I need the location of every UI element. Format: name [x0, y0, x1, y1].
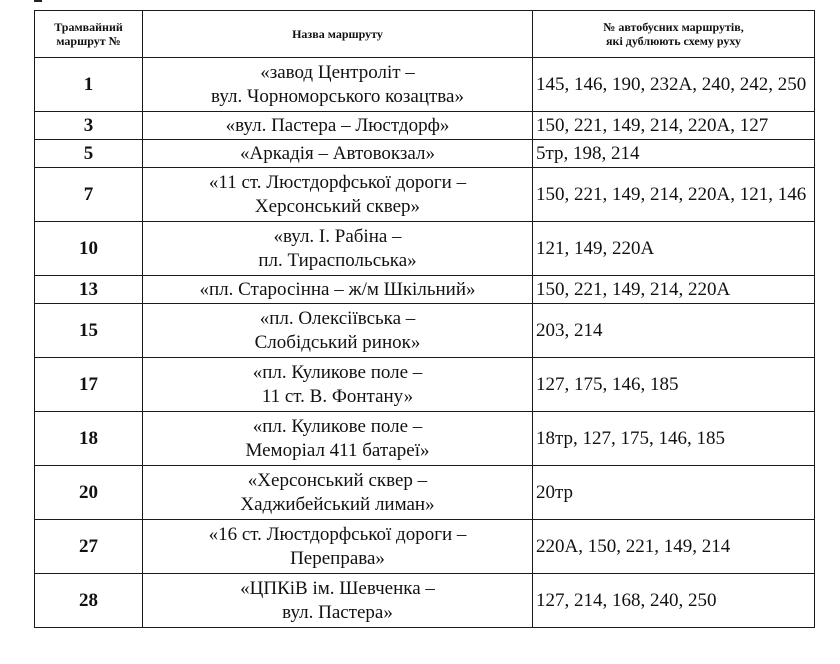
tram-route-number: 10 [35, 222, 143, 276]
header-tram-route-number: Трамвайний маршрут № [35, 11, 143, 58]
route-name-line2: Меморіал 411 батареї» [245, 439, 430, 461]
route-name-line1: «Херсонський сквер – [247, 469, 428, 491]
bus-routes: 150, 221, 149, 214, 220А [533, 276, 815, 304]
table-row [35, 58, 815, 112]
route-name [143, 222, 533, 276]
table-row [35, 520, 815, 574]
route-name-line2: Херсонський сквер» [254, 195, 421, 217]
route-name-line1: «пл. Старосінна – ж/м Шкільний» [199, 278, 476, 300]
tram-routes-table [34, 10, 815, 628]
table-row [35, 574, 815, 628]
bus-routes: 127, 214, 168, 240, 250 [533, 574, 815, 628]
route-name-line2: пл. Тираспольська» [258, 249, 417, 271]
route-name-line1: «Аркадія – Автовокзал» [240, 142, 435, 164]
table-row [35, 358, 815, 412]
bus-routes: 5тр, 198, 214 [533, 140, 815, 168]
table-row [35, 112, 815, 140]
bus-routes: 220А, 150, 221, 149, 214 [533, 520, 815, 574]
header-bus-routes-line1: № автобусних маршрутів, [603, 20, 744, 34]
route-name-line2: вул. Чорноморського козацтва» [211, 85, 464, 107]
table-row [35, 304, 815, 358]
tram-route-number: 1 [35, 58, 143, 112]
bus-routes: 150, 221, 149, 214, 220А, 121, 146 [533, 168, 815, 222]
route-name-line1: «16 ст. Люстдорфської дороги – [208, 523, 467, 545]
route-name-line1: «пл. Олексіївська – [259, 307, 416, 329]
tram-route-number: 15 [35, 304, 143, 358]
route-name [143, 574, 533, 628]
route-name-line1: «вул. Пастера – Люстдорф» [225, 114, 450, 136]
header-bus-routes-line2: які дублюють схему руху [606, 34, 741, 48]
tram-route-number: 27 [35, 520, 143, 574]
table-row [35, 140, 815, 168]
bus-routes: 127, 175, 146, 185 [533, 358, 815, 412]
header-bus-routes [533, 11, 815, 58]
bus-routes: 18тр, 127, 175, 146, 185 [533, 412, 815, 466]
bus-routes: 150, 221, 149, 214, 220А, 127 [533, 112, 815, 140]
route-name [143, 140, 533, 168]
route-name [143, 58, 533, 112]
header-route-name: Назва маршруту [143, 11, 533, 58]
route-name [143, 466, 533, 520]
table-header-row [35, 11, 815, 58]
route-name [143, 168, 533, 222]
tram-route-number: 20 [35, 466, 143, 520]
tram-route-number: 7 [35, 168, 143, 222]
table-row [35, 466, 815, 520]
route-name-line2: Хаджибейський лиман» [240, 493, 435, 515]
table-row [35, 168, 815, 222]
route-name-line1: «завод Центроліт – [260, 61, 415, 83]
bus-routes: 145, 146, 190, 232А, 240, 242, 250 [533, 58, 815, 112]
route-name-line1: «пл. Куликове поле – [252, 415, 423, 437]
route-name-line2: вул. Пастера» [282, 601, 393, 623]
bus-routes: 20тр [533, 466, 815, 520]
table-row [35, 222, 815, 276]
tram-route-number: 13 [35, 276, 143, 304]
route-name [143, 112, 533, 140]
bus-routes: 121, 149, 220А [533, 222, 815, 276]
route-name-line1: «вул. І. Рабіна – [273, 225, 402, 247]
route-name-line2: Переправа» [290, 547, 385, 569]
route-name [143, 412, 533, 466]
route-name [143, 276, 533, 304]
route-name-line1: «11 ст. Люстдорфської дороги – [208, 171, 467, 193]
table-row [35, 412, 815, 466]
route-name [143, 520, 533, 574]
table-row [35, 276, 815, 304]
table-body [35, 58, 815, 628]
route-name-line1: «пл. Куликове поле – [252, 361, 423, 383]
tram-route-number: 3 [35, 112, 143, 140]
route-name-line2: Слобідський ринок» [254, 331, 421, 353]
route-name [143, 304, 533, 358]
route-name-line2: 11 ст. В. Фонтану» [261, 385, 414, 407]
tram-route-number: 5 [35, 140, 143, 168]
route-name-line1: «ЦПКіВ ім. Шевченка – [240, 577, 435, 599]
stray-dash [34, 0, 42, 2]
tram-route-number: 17 [35, 358, 143, 412]
tram-route-number: 28 [35, 574, 143, 628]
route-name [143, 358, 533, 412]
tram-route-number: 18 [35, 412, 143, 466]
bus-routes: 203, 214 [533, 304, 815, 358]
